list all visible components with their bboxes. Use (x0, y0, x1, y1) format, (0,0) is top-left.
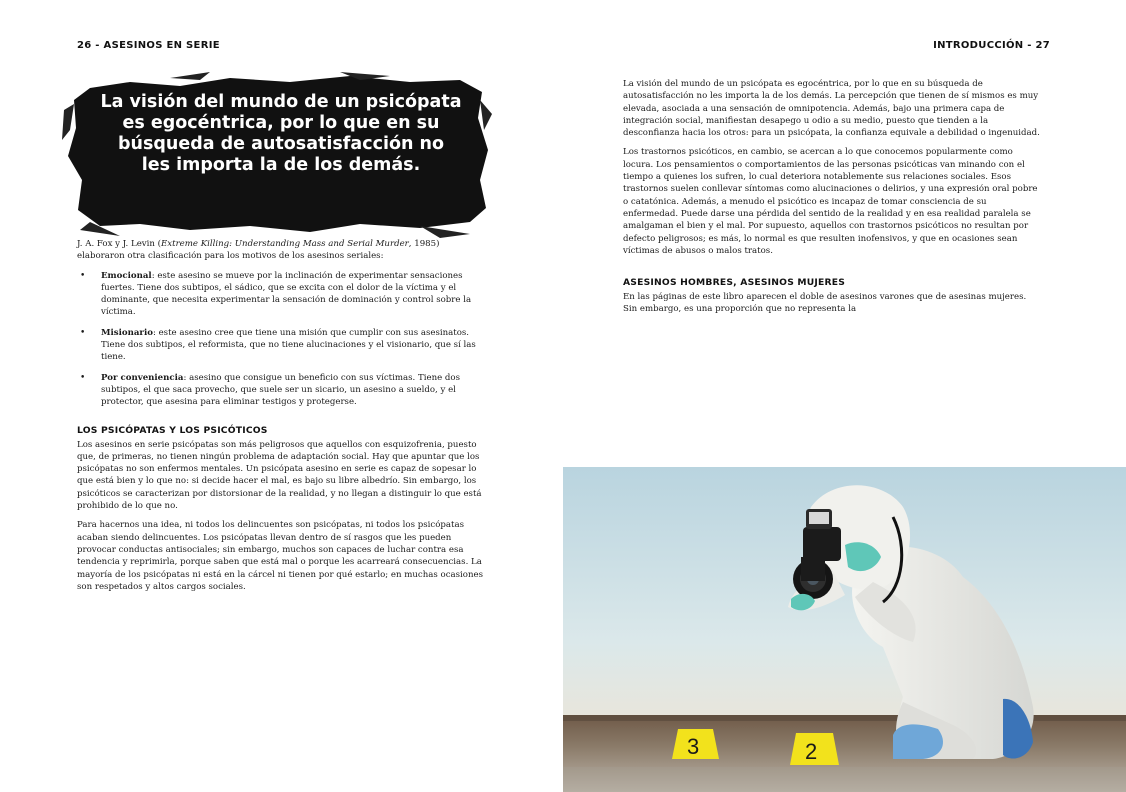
running-head-right: INTRODUCCIÓN - 27 (933, 40, 1050, 51)
pull-quote-line: les importa la de los demás. (141, 155, 421, 175)
list-item: • Misionario: este asesino cree que tiene una misión que cumplir con sus asesinatos. Tiene dos subtipos, el reformista, que no tiene alucinaciones y el visionario, que sí las tiene. (77, 327, 489, 364)
right-body-text (623, 78, 1041, 323)
pull-quote-line: búsqueda de autosatisfacción no (117, 134, 445, 154)
marker-number: 2 (805, 739, 818, 764)
paragraph: La visión del mundo de un psicópata es egocéntrica, por lo que en su búsqueda de autosatisfacción no les importa la de los demás. La percepción que tienen de sí mismos es muy elevada, asociada a una sensación de omnipotencia. Además, bajo una primera capa de integración social, manifiestan desapego u odio a su medio, puesto que tienden a la desconfianza hacia los otros: para un psicópata, la confianza equivale a debilidad o ingenuidad. (623, 79, 1040, 139)
paragraph: Los trastornos psicóticos, en cambio, se acercan a lo que conocemos popularmente como locura. Los pensamientos o comportamientos de las personas psicóticas van minando con el tiempo a quienes los sufren, lo cual deteriora notablemente sus relaciones sociales. Esos trastornos suelen conllevar síntomas como alucinaciones o delirios, y una expresión oral pobre o catatónica. Además, a menudo el psicótico es incapaz de tomar consciencia de su enfermedad. Puede darse una pérdida del sentido de la realidad y en esa realidad paralela se amalgaman el bien y el mal. Por supuesto, aquellos con trastornos psicóticos no resultan por defecto peligrosos; es más, lo normal es que resulten inofensivos, y que en ocasiones sean víctimas de abusos o malos tratos. (623, 147, 1038, 256)
forensic-investigator-illustration (563, 467, 1126, 792)
pull-quote (60, 70, 492, 238)
list-item: • Emocional: este asesino se mueve por la inclinación de experimentar sensaciones fuertes. Tiene dos subtipos, el sádico, que se excita con el dolor de la víctima y el dominante, que necesita experimentar la sensación de dominación y control sobre la víctima. (77, 270, 489, 319)
book-title: Extreme Killing: Understanding Mass and Serial Murder (161, 239, 409, 249)
running-head-left: 26 - ASESINOS EN SERIE (77, 40, 220, 51)
motive-list (77, 270, 489, 409)
intro-paragraph: J. A. Fox y J. Levin (Extreme Killing: Understanding Mass and Serial Murder, 1985) elaboraron otra clasificación para los motivos de los asesinos seriales: (77, 239, 440, 262)
list-item: • Por conveniencia: asesino que consigue un beneficio con sus víctimas. Tiene dos subtipos, el que saca provecho, que suele ser un sicario, un asesino a sueldo, y el protector, que asesina para eliminar testigos y protegerse. (77, 372, 489, 409)
camera-icon (803, 527, 841, 561)
evidence-marker (790, 733, 839, 765)
pull-quote-text (100, 92, 462, 176)
right-page (563, 0, 1126, 792)
evidence-marker (672, 729, 719, 759)
pull-quote-line: La visión del mundo de un psicópata (100, 92, 462, 112)
pull-quote-line: es egocéntrica, por lo que en su (122, 113, 440, 133)
marker-number: 3 (687, 734, 700, 759)
paragraph: Los asesinos en serie psicópatas son más peligrosos que aquellos con esquizofrenia, puesto que, de primeras, no tienen ningún problema de adaptación social. Hay que apuntar que los psicópatas no son enfermos mentales. Un psicópata asesino en serie es capaz de sopesar lo que está bien y lo que no: si decide hacer el mal, es bajo su libre albedrío. Sin embargo, los psicóticos se caracterizan por distorsionar de la realidad, y no llegan a distinguir lo que está prohibido de lo que no. (77, 439, 482, 512)
section-heading: LOS PSICÓPATAS Y LOS PSICÓTICOS (77, 424, 268, 436)
paragraph: Para hacernos una idea, ni todos los delincuentes son psicópatas, ni todos los psicópatas acaban siendo delincuentes. Los psicópatas llevan dentro de sí rasgos que les pueden provocar conductas antisociales; sin embargo, muchos son capaces de luchar contra esa tendencia y reprimirla, porque saben que está mal o porque les acarreará consecuencias. La mayoría de los psicópatas ni está en la cárcel ni tienen por qué estarlo; en muchas ocasiones son respetados y altos cargos sociales. (77, 520, 483, 592)
left-body-text (77, 238, 489, 600)
shoe-cover (893, 724, 943, 759)
section-heading: ASESINOS HOMBRES, ASESINOS MUJERES (623, 277, 846, 289)
forensic-photo (563, 467, 1126, 792)
paragraph: En las páginas de este libro aparecen el doble de asesinos varones que de asesinas mujeres. Sin embargo, es una proporción que no representa la (623, 292, 1027, 315)
